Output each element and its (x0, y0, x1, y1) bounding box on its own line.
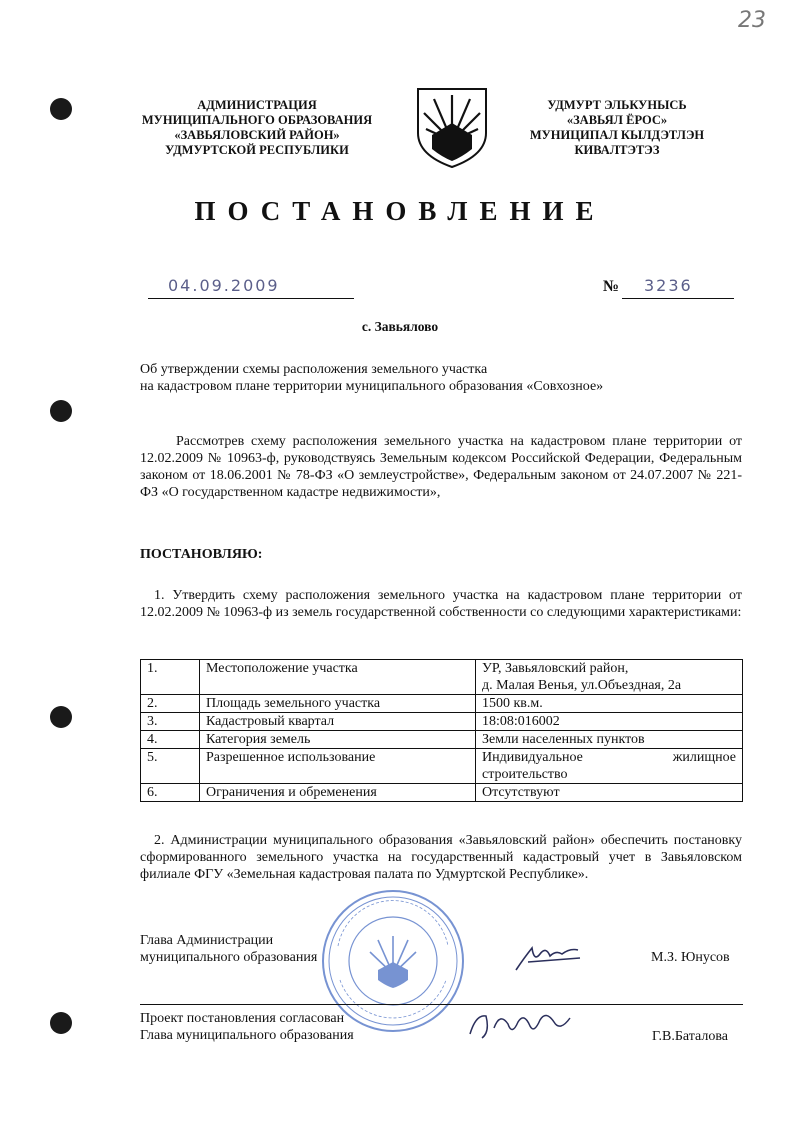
signature-2-line: Глава муниципального образования (140, 1028, 354, 1043)
row-value-line (482, 749, 736, 766)
subject-line: Об утверждении схемы расположения земельного участка (140, 362, 488, 377)
row-value-line: строительство (482, 767, 568, 782)
table-row (141, 660, 743, 695)
header-left-line: «ЗАВЬЯЛОВСКИЙ РАЙОН» (174, 128, 340, 142)
header-right-line: КИВАЛТЭТЭЗ (574, 143, 660, 157)
table-row (141, 749, 743, 784)
item-1-paragraph: 1. Утвердить схему расположения земельного участка на кадастровом плане территории от 12.02.2009 № 10963-ф из земель государственной собственности со следующими характеристиками: (140, 588, 742, 620)
table-row (141, 713, 743, 731)
document-date: 04.09.2009 (168, 276, 280, 295)
header-left-line: АДМИНИСТРАЦИЯ (197, 98, 317, 112)
signature-2-name: Г.В.Баталова (652, 1029, 728, 1044)
binder-hole (50, 1012, 72, 1034)
binder-hole (50, 98, 72, 120)
number-label: № (603, 278, 620, 295)
row-number: 1. (141, 660, 200, 695)
row-number: 3. (141, 713, 200, 731)
table-row (141, 731, 743, 749)
handwritten-signature-2 (460, 1004, 580, 1048)
characteristics-table (140, 659, 743, 802)
document-title: ПОСТАНОВЛЕНИЕ (194, 196, 606, 226)
resolve-heading: ПОСТАНОВЛЯЮ: (140, 547, 263, 562)
row-name: Местоположение участка (200, 660, 476, 695)
header-right (512, 98, 722, 158)
subject-heading (140, 361, 740, 395)
row-value: 18:08:016002 (476, 713, 743, 731)
row-value (476, 749, 743, 784)
row-name: Площадь земельного участка (200, 695, 476, 713)
row-value: 1500 кв.м. (476, 695, 743, 713)
row-value-word: жилищное (672, 750, 736, 765)
signature-2-line: Проект постановления согласован (140, 1011, 345, 1026)
handwritten-signature-1 (510, 940, 590, 976)
row-name: Разрешенное использование (200, 749, 476, 784)
document-number: 3236 (644, 276, 693, 295)
signature-1-line: Глава Администрации (140, 933, 274, 948)
table-row (141, 784, 743, 802)
subject-line: на кадастровом плане территории муниципального образования «Совхозное» (140, 379, 604, 394)
row-value-line: д. Малая Венья, ул.Объездная, 2а (482, 678, 682, 693)
row-value (476, 660, 743, 695)
row-value: Отсутствуют (476, 784, 743, 802)
row-name: Кадастровый квартал (200, 713, 476, 731)
row-number: 6. (141, 784, 200, 802)
row-value-word: Индивидуальное (482, 750, 583, 765)
preamble-paragraph: Рассмотрев схему расположения земельного участка на кадастровом плане территории от 12.02.2009 № 10963-ф, руководствуясь Земельным кодексом Российской Федерации, Федеральным законом от 18.06.2001 № 78-ФЗ «О землеустройстве», Федеральным законом от 24.07.2007 № 221-ФЗ «О государственном кадастре недвижимости», (140, 434, 742, 500)
header-right-line: УДМУРТ ЭЛЬКУНЫСЬ (547, 98, 687, 112)
binder-hole (50, 400, 72, 422)
header-left-line: МУНИЦИПАЛЬНОГО ОБРАЗОВАНИЯ (141, 113, 373, 127)
emblem-logo (412, 83, 492, 169)
binder-hole (50, 706, 72, 728)
header-right-line: «ЗАВЬЯЛ ЁРОС» (566, 113, 668, 127)
row-name: Ограничения и обременения (200, 784, 476, 802)
row-number: 5. (141, 749, 200, 784)
signature-1-name: М.З. Юнусов (651, 950, 730, 965)
signature-1-line: муниципального образования (140, 950, 318, 965)
header-left-line: УДМУРТСКОЙ РЕСПУБЛИКИ (165, 143, 349, 157)
header-right-line: МУНИЦИПАЛ КЫЛДЭТЛЭН (529, 128, 705, 142)
header-left (118, 98, 396, 158)
signature-2-label (140, 1010, 354, 1044)
page-number: 23 (738, 8, 766, 33)
table-row (141, 695, 743, 713)
row-number: 4. (141, 731, 200, 749)
place-of-issue: с. Завьялово (361, 319, 439, 334)
divider-line (140, 1004, 743, 1005)
row-number: 2. (141, 695, 200, 713)
item-2-paragraph: 2. Администрации муниципального образования «Завьяловский район» обеспечить постановку сформированного земельного участка на государственный кадастровый учет в Завьяловском филиале ФГУ «Земельная кадастровая палата по Удмуртской Республике». (140, 833, 742, 882)
signature-1-label (140, 932, 317, 966)
row-name: Категория земель (200, 731, 476, 749)
row-value-line: УР, Завьяловский район, (482, 661, 629, 676)
row-value: Земли населенных пунктов (476, 731, 743, 749)
